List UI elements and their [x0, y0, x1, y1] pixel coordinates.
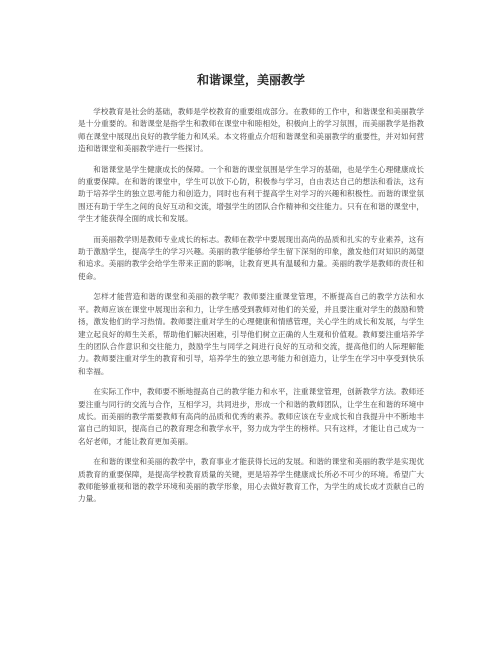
paragraph-6: 在和谐的课堂和美丽的教学中，教育事业才能获得长远的发展。和谐的课堂和美丽的教学是实现优质教育的重要保障，是提高学校教育质量的关键，更是培养学生健康成长所必不可少的环境。希望广大教师能够重视和谐的教学环境和美丽的教学形象，用心去做好教育工作，为学生的成长成才贡献自己的力量。	[78, 457, 424, 504]
paragraph-5: 在实际工作中，教师要不断地提高自己的教学能力和水平，注重课堂管理，创新教学方法。教师还要注重与同行的交流与合作，互相学习，共同进步，形成一个和谐的教师团队，让学生在和谐的环境中成长。而美丽的教学需要教师有高尚的品质和优秀的素养。教师应该在专业成长和自我提升中不断地丰富自己的知识，提高自己的教育理念和教学水平，努力成为学生的榜样。只有这样，才能让自己成为一名好老师，才能让教育更加美丽。	[78, 387, 424, 446]
document-title: 和谐课堂，美丽教学	[196, 73, 305, 87]
paragraph-1: 学校教育是社会的基础，教师是学校教育的重要组成部分。在教师的工作中，和谐课堂和美丽教学是十分重要的。和谐课堂是指学生和教师在课堂中和睦相处，积极向上的学习氛围，而美丽教学是指教师在课堂中展现出良好的教学能力和风采。本文将重点介绍和谐课堂和美丽教学的重要性，并对如何营造和谐课堂和美丽教学进行一些探讨。	[78, 107, 424, 154]
paragraph-4: 怎样才能营造和谐的课堂和美丽的教学呢？教师要注重课堂管理，不断提高自己的教学方法和水平。教师应该在课堂中展现出亲和力，让学生感受到教师对他们的关爱，并且要注重对学生的鼓励和赞扬，激发他们的学习热情。教师要注重对学生的心理健康和情感管理，关心学生的成长和发展，与学生建立起良好的师生关系，帮助他们解决困难，引导他们树立正确的人生观和价值观。教师要注重培养学生的团队合作意识和交往能力，鼓励学生与同学之间进行良好的互动和交流，提高他们的人际理解能力。教师要注重对学生的教育和引导，培养学生的独立思考能力和创造力，让学生在学习中享受到快乐和幸福。	[78, 292, 424, 376]
paragraph-3: 而美丽教学则是教师专业成长的标志。教师在教学中要展现出高尚的品质和扎实的专业素养，这有助于激励学生，提高学生的学习兴趣。美丽的教学能够给学生留下深刻的印象，激发他们对知识的渴望和追求。美丽的教学会给学生带来正面的影响，让教育更具有温暖和力量。美丽的教学是教师的责任和使命。	[78, 234, 424, 281]
paragraph-2: 和谐课堂是学生健康成长的保障。一个和谐的课堂氛围是学生学习的基础，也是学生心理健康成长的重要保障。在和谐的课堂中，学生可以放下心防，积极参与学习，自由表达自己的想法和看法，这有助于培养学生的独立思考能力和创造力，同时也有利于提高学生对学习的兴趣和积极性。而谐的课堂氛围还有助于学生之间的良好互动和交流，增强学生的团队合作精神和交往能力。只有在和谐的课堂中，学生才能获得全面的成长和发展。	[78, 164, 424, 224]
